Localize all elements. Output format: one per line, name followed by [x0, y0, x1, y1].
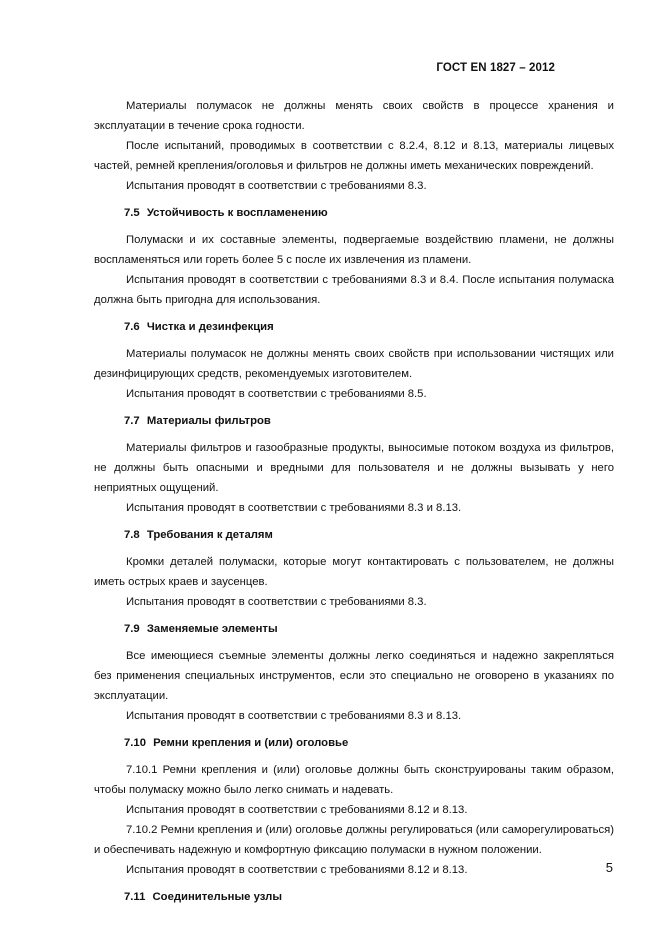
- paragraph: 7.10.2 Ремни крепления и (или) оголовье должны регулироваться (или саморегулироваться) и обеспечивать надежную и комфортную фиксацию полумаски в нужном положении.: [94, 824, 614, 856]
- section-number: 7.7: [124, 415, 140, 427]
- paragraph: Испытания проводят в соответствии с требованиями 8.12 и 8.13.: [126, 864, 468, 876]
- section-heading: [94, 887, 614, 907]
- section-heading: [94, 733, 614, 753]
- paragraph: Испытания проводят в соответствии с требованиями 8.3 и 8.13.: [126, 710, 462, 722]
- section-heading: [94, 203, 614, 223]
- section-number: 7.5: [124, 207, 140, 219]
- section-title: Ремни крепления и (или) оголовье: [153, 737, 349, 749]
- section-heading: [94, 525, 614, 545]
- paragraph: Материалы полумасок не должны менять своих свойств в процессе хранения и эксплуатации в течение срока годности.: [94, 100, 614, 132]
- paragraph: Испытания проводят в соответствии с требованиями 8.3 и 8.4. После испытания полумаска должна быть пригодна для использования.: [94, 274, 614, 306]
- paragraph: 7.10.1 Ремни крепления и (или) оголовье должны быть сконструированы таким образом, чтобы полумаску можно было легко снимать и надевать.: [94, 764, 614, 796]
- section-heading: [94, 411, 614, 431]
- document-body: [94, 96, 614, 914]
- section-number: 7.10: [124, 737, 146, 749]
- paragraph: Испытания проводят в соответствии с требованиями 8.3.: [126, 596, 427, 608]
- section-title: Материалы фильтров: [146, 415, 271, 427]
- section-number: 7.11: [124, 891, 146, 903]
- paragraph: Кромки деталей полумаски, которые могут контактировать с пользователем, не должны иметь острых краев и заусенцев.: [94, 556, 614, 588]
- section-heading: [94, 619, 614, 639]
- section-title: Чистка и дезинфекция: [146, 321, 274, 333]
- paragraph: Испытания проводят в соответствии с требованиями 8.3.: [126, 180, 427, 192]
- paragraph: Испытания проводят в соответствии с требованиями 8.3 и 8.13.: [126, 502, 462, 514]
- paragraph: После испытаний, проводимых в соответствии с 8.2.4, 8.12 и 8.13, материалы лицевых частей, ремней крепления/оголовья и фильтров не должны иметь механических повреждений.: [94, 140, 614, 172]
- section-title: Соединительные узлы: [152, 891, 282, 903]
- paragraph: Полумаски и их составные элементы, подвергаемые воздействию пламени, не должны воспламеняться или гореть более 5 с после их извлечения из пламени.: [94, 234, 614, 266]
- section-title: Заменяемые элементы: [146, 623, 278, 635]
- paragraph: Материалы полумасок не должны менять своих свойств при использовании чистящих или дезинфицирующих средств, рекомендуемых изготовителем.: [94, 348, 614, 380]
- section-heading: [94, 317, 614, 337]
- paragraph: Материалы фильтров и газообразные продукты, выносимые потоком воздуха из фильтров, не должны быть опасными и вредными для пользователя и не должны вызывать у него неприятных ощущений.: [94, 442, 614, 494]
- section-number: 7.8: [124, 529, 140, 541]
- section-title: Требования к деталям: [146, 529, 273, 541]
- paragraph: Все имеющиеся съемные элементы должны легко соединяться и надежно закрепляться без применения специальных инструментов, если это специально не оговорено в указаниях по эксплуатации.: [94, 650, 614, 702]
- section-number: 7.6: [124, 321, 140, 333]
- document-header: ГОСТ EN 1827 – 2012: [436, 62, 555, 74]
- paragraph: Испытания проводят в соответствии с требованиями 8.12 и 8.13.: [126, 804, 468, 816]
- section-title: Устойчивость к воспламенению: [146, 207, 328, 219]
- paragraph: Испытания проводят в соответствии с требованиями 8.5.: [126, 388, 427, 400]
- section-number: 7.9: [124, 623, 140, 635]
- page-number: 5: [605, 860, 613, 875]
